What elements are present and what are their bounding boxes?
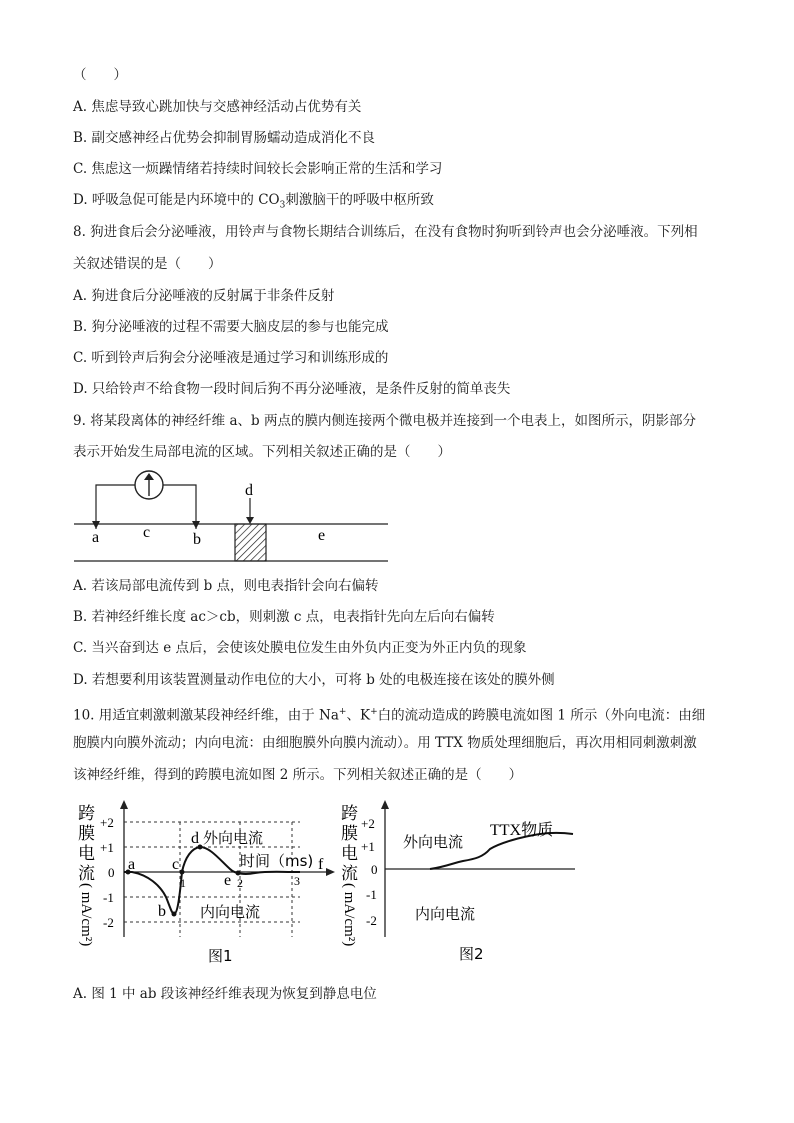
svg-text:2: 2 [237, 876, 243, 890]
fig1-time-label: 时间（ms) [240, 852, 314, 870]
q8-option-d: D. 只给铃声不给食物一段时间后狗不再分泌唾液，是条件反射的简单丧失 [73, 381, 511, 397]
svg-text:1: 1 [180, 876, 186, 890]
fig2-inward-label: 内向电流 [415, 905, 476, 923]
fig1-xticks [180, 874, 300, 890]
q9-stem-line1: 9. 将某段离体的神经纤维 a、b 两点的膜内侧连接两个微电极并连接到一个电表上，如图所示，阴影部分 [73, 413, 696, 429]
q7-option-d: D. 呼吸急促可能是内环境中的 $CO_3$刺激脑干的呼吸中枢所致 [73, 192, 434, 211]
fig2-unit: ( mA/cm²) [341, 883, 357, 947]
local-current-shaded-region [235, 524, 266, 561]
fig2-ttx-label: TTX物质 [490, 822, 554, 839]
label-a: a [92, 529, 100, 546]
q8-stem-line2: 关叙述错误的是（ ） [73, 256, 222, 272]
svg-text:跨: 跨 [341, 804, 358, 823]
svg-text:流: 流 [341, 864, 358, 883]
q10-stem-line2: 胞膜内向膜外流动；内向电流：由细胞膜外向膜内流动）。用 TTX 物质处理细胞后，再次用相同刺激刺激 [73, 735, 697, 751]
q8-option-a: A. 狗进食后分泌唾液的反射属于非条件反射 [73, 288, 335, 304]
galvanometer-icon [135, 471, 163, 499]
svg-text:跨: 跨 [78, 804, 95, 823]
fig1-point-e: e [224, 872, 232, 889]
svg-text:电: 电 [78, 844, 95, 863]
q9-option-b: B. 若神经纤维长度 ac＞cb，则刺激 c 点，电表指针先向左后向右偏转 [73, 609, 495, 625]
q7-option-a: A. 焦虑导致心跳加快与交感神经活动占优势有关 [73, 99, 362, 115]
fig1-point-d: d [191, 830, 199, 847]
fig2-outward-label: 外向电流 [403, 833, 464, 851]
subscript-3: 3 [279, 200, 286, 211]
q9-stem-line2: 表示开始发生局部电流的区域。下列相关叙述正确的是（ ） [73, 444, 451, 460]
q9-nerve-fiber-diagram [70, 465, 390, 565]
label-d: d [245, 482, 253, 499]
q10-stem-line3: 该神经纤维，得到的跨膜电流如图 2 所示。下列相关叙述正确的是（ ） [73, 767, 523, 783]
svg-text:膜: 膜 [78, 824, 95, 843]
q10-figure-2 [335, 797, 585, 972]
fig1-caption: 图1 [208, 947, 233, 965]
svg-text:0: 0 [371, 862, 378, 877]
q9-option-a: A. 若该局部电流传到 b 点，则电表指针会向右偏转 [73, 578, 379, 594]
svg-text:流: 流 [78, 864, 95, 883]
svg-text:膜: 膜 [341, 824, 358, 843]
q7-option-c: C. 焦虑这一烦躁情绪若持续时间较长会影响正常的生活和学习 [73, 161, 443, 177]
svg-text:0: 0 [108, 865, 115, 880]
label-c: c [143, 524, 151, 541]
fig1-yticks [100, 815, 115, 930]
electrode-a-arrow [92, 521, 100, 529]
fig1-point-f: f [318, 856, 324, 873]
svg-text:+1: +1 [100, 840, 114, 855]
fig1-unit: ( mA/cm²) [78, 883, 94, 947]
fig1-point-a: a [128, 856, 136, 873]
fig2-yticks [361, 816, 378, 928]
q10-option-a: A. 图 1 中 ab 段该神经纤维表现为恢复到静息电位 [73, 986, 377, 1002]
svg-text:+2: +2 [361, 816, 375, 831]
svg-text:-2: -2 [366, 913, 377, 928]
label-e: e [318, 527, 326, 544]
fig1-inward-label: 内向电流 [200, 903, 261, 921]
svg-text:-2: -2 [103, 915, 114, 930]
q10-stem-line1: 10. 用适宜刺激刺激某段神经纤维，由于 Na+、K+白的流动造成的跨膜电流如图 1 所示（外向电流：由细 [73, 707, 706, 724]
fig1-point-b: b [158, 903, 166, 920]
label-b: b [193, 531, 201, 548]
svg-text:电: 电 [341, 844, 358, 863]
fig1-outward-label: 外向电流 [203, 829, 264, 847]
meter-wire-right [163, 485, 196, 529]
meter-wire [96, 485, 135, 529]
electrode-b-arrow [192, 521, 200, 529]
q10-figure-1 [70, 797, 345, 972]
q9-option-d: D. 若想要利用该装置测量动作电位的大小，可将 b 处的电极连接在该处的膜外侧 [73, 672, 555, 688]
svg-text:3: 3 [294, 874, 300, 888]
q8-option-b: B. 狗分泌唾液的过程不需要大脑皮层的参与也能完成 [73, 319, 389, 335]
svg-text:-1: -1 [366, 887, 377, 902]
svg-text:-1: -1 [103, 890, 114, 905]
fig2-ylabel [341, 804, 358, 883]
svg-text:+2: +2 [100, 815, 114, 830]
svg-text:+1: +1 [361, 839, 375, 854]
fig1-point-c: c [172, 856, 180, 873]
q8-stem-line1: 8. 狗进食后会分泌唾液，用铃声与食物长期结合训练后，在没有食物时狗听到铃声也会分泌唾液。下列相 [73, 224, 698, 240]
q7-option-b: B. 副交感神经占优势会抑制胃肠蠕动造成消化不良 [73, 130, 376, 146]
fig2-caption: 图2 [459, 945, 484, 963]
q9-option-c: C. 当兴奋到达 e 点后，会使该处膜电位发生由外负内正变为外正内负的现象 [73, 640, 527, 656]
q8-option-c: C. 听到铃声后狗会分泌唾液是通过学习和训练形成的 [73, 350, 389, 366]
q7-bracket: （ ） [73, 67, 127, 83]
fig1-ylabel [78, 804, 95, 883]
